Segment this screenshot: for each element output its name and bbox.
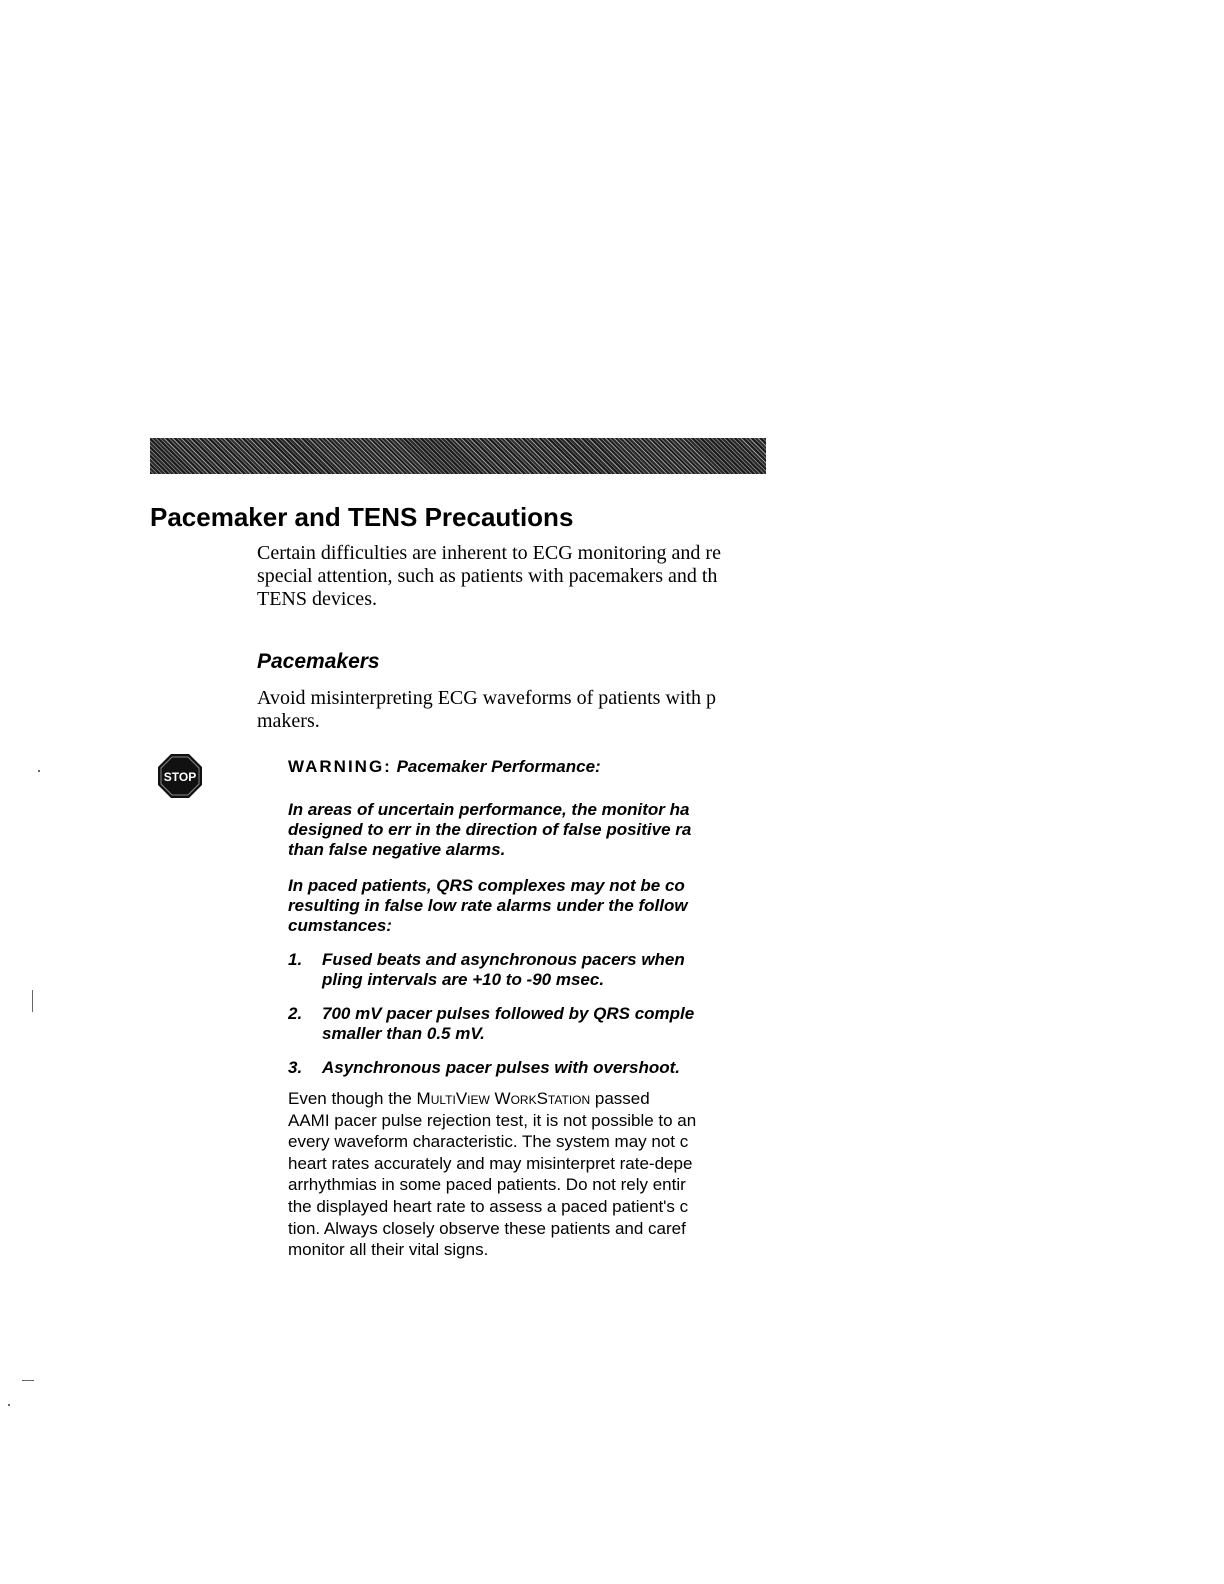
scan-speck — [32, 990, 33, 1012]
closing-line: AAMI pacer pulse rejection test, it is not possible to an — [288, 1110, 697, 1130]
scan-speck — [38, 770, 40, 772]
page-title: Pacemaker and TENS Precautions — [150, 502, 574, 532]
section-line: Avoid misinterpreting ECG waveforms of patients with p — [257, 687, 716, 709]
section-line: makers. — [257, 710, 320, 732]
intro-line: TENS devices. — [257, 588, 377, 610]
closing-text: passed — [590, 1089, 650, 1108]
warning-line: cumstances: — [288, 916, 392, 935]
closing-line: heart rates accurately and may misinterpret rate-depe — [288, 1153, 693, 1173]
list-number: 1. — [288, 950, 303, 969]
warning-heading — [288, 756, 766, 778]
intro-line: special attention, such as patients with pacemakers and th — [257, 565, 718, 587]
stop-sign-icon — [156, 752, 204, 800]
warning-line: designed to err in the direction of false positive ra — [288, 820, 692, 839]
list-line: pling intervals are +10 to -90 msec. — [322, 970, 605, 989]
section-header-bar — [150, 438, 766, 474]
scan-speck — [8, 1404, 10, 1406]
list-number: 3. — [288, 1058, 303, 1077]
warning-line: In paced patients, QRS complexes may not be co — [288, 876, 685, 895]
closing-line: monitor all their vital signs. — [288, 1240, 489, 1260]
list-line: smaller than 0.5 mV. — [322, 1024, 485, 1043]
closing-line: tion. Always closely observe these patients and caref — [288, 1218, 686, 1238]
closing-text: Even though the — [288, 1089, 417, 1108]
list-item — [288, 1058, 766, 1078]
list-item — [288, 950, 766, 990]
stop-sign-text: STOP — [163, 770, 197, 784]
warning-line: resulting in false low rate alarms under the follow — [288, 896, 688, 915]
closing-line: the displayed heart rate to assess a paced patient's c — [288, 1196, 689, 1216]
warning-line: In areas of uncertain performance, the monitor ha — [288, 800, 690, 819]
intro-line: Certain difficulties are inherent to ECG monitoring and re — [257, 542, 721, 564]
section-heading: Pacemakers — [257, 650, 380, 673]
list-line: Fused beats and asynchronous pacers when — [322, 950, 685, 969]
list-line: 700 mV pacer pulses followed by QRS comple — [322, 1004, 695, 1023]
warning-list — [288, 950, 766, 1078]
warning-paragraph-1 — [288, 800, 766, 860]
list-number: 2. — [288, 1004, 303, 1023]
section-paragraph — [257, 687, 766, 733]
warning-subtitle: Pacemaker Performance: — [396, 757, 601, 776]
intro-paragraph — [257, 542, 766, 611]
closing-line: arrhythmias in some paced patients. Do not rely entir — [288, 1175, 686, 1195]
product-name: MultiView WorkStation — [416, 1089, 591, 1108]
list-item — [288, 1004, 766, 1044]
warning-block — [288, 756, 766, 1261]
warning-line: than false negative alarms. — [288, 840, 506, 859]
scan-speck — [22, 1380, 34, 1381]
list-line: Asynchronous pacer pulses with overshoot. — [322, 1058, 681, 1077]
warning-paragraph-2 — [288, 876, 766, 936]
warning-label: WARNING: — [288, 757, 392, 776]
closing-line: every waveform characteristic. The system may not c — [288, 1132, 689, 1152]
intro-content — [257, 540, 766, 733]
closing-paragraph — [288, 1088, 766, 1261]
